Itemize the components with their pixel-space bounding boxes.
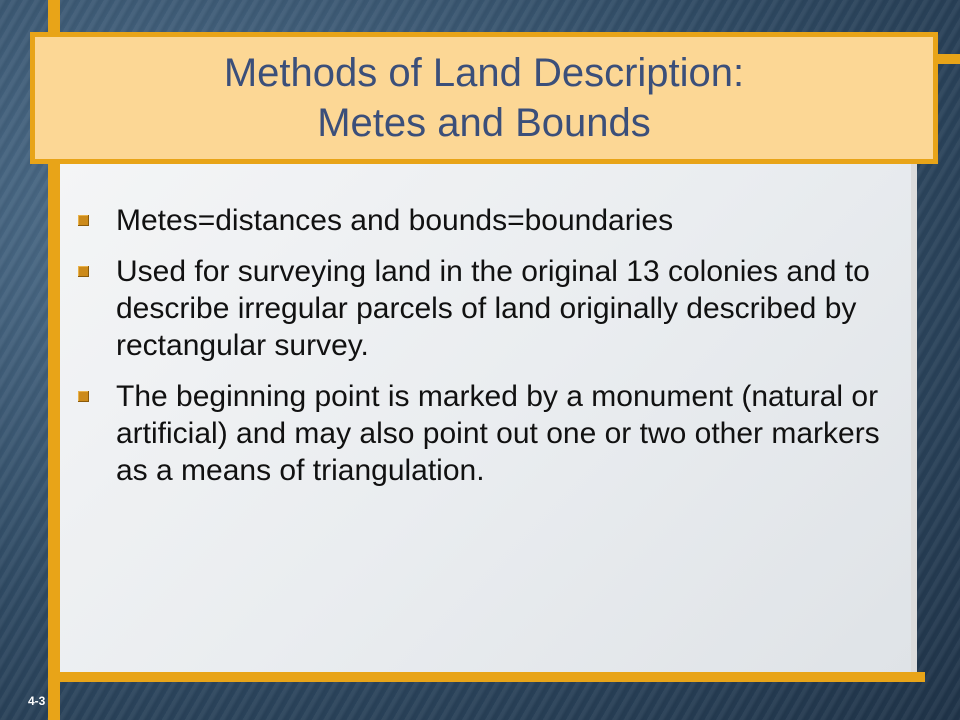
- bullet-list: [78, 202, 908, 503]
- square-bullet-icon: [78, 266, 89, 277]
- square-bullet-icon: [78, 391, 89, 402]
- bullet-text: The beginning point is marked by a monument (natural or artificial) and may also point out one or two other markers as a means of triangulation.: [116, 380, 880, 487]
- slide-title-line-1: Methods of Land Description:: [223, 51, 745, 95]
- right-accent-stub: [938, 54, 960, 64]
- bullet-item: [78, 378, 908, 489]
- bullet-text: Used for surveying land in the original 13 colonies and to describe irregular parcels of land originally described by rectangular survey.: [116, 255, 870, 362]
- slide-number: 4-3: [28, 694, 46, 708]
- title-box: [30, 32, 938, 164]
- bullet-item: [78, 202, 908, 239]
- bullet-text: Metes=distances and bounds=boundaries: [116, 204, 674, 237]
- bottom-accent-band: [48, 672, 925, 682]
- slide-title-line-2: Metes and Bounds: [317, 101, 651, 145]
- bullet-item: [78, 253, 908, 364]
- square-bullet-icon: [78, 215, 89, 226]
